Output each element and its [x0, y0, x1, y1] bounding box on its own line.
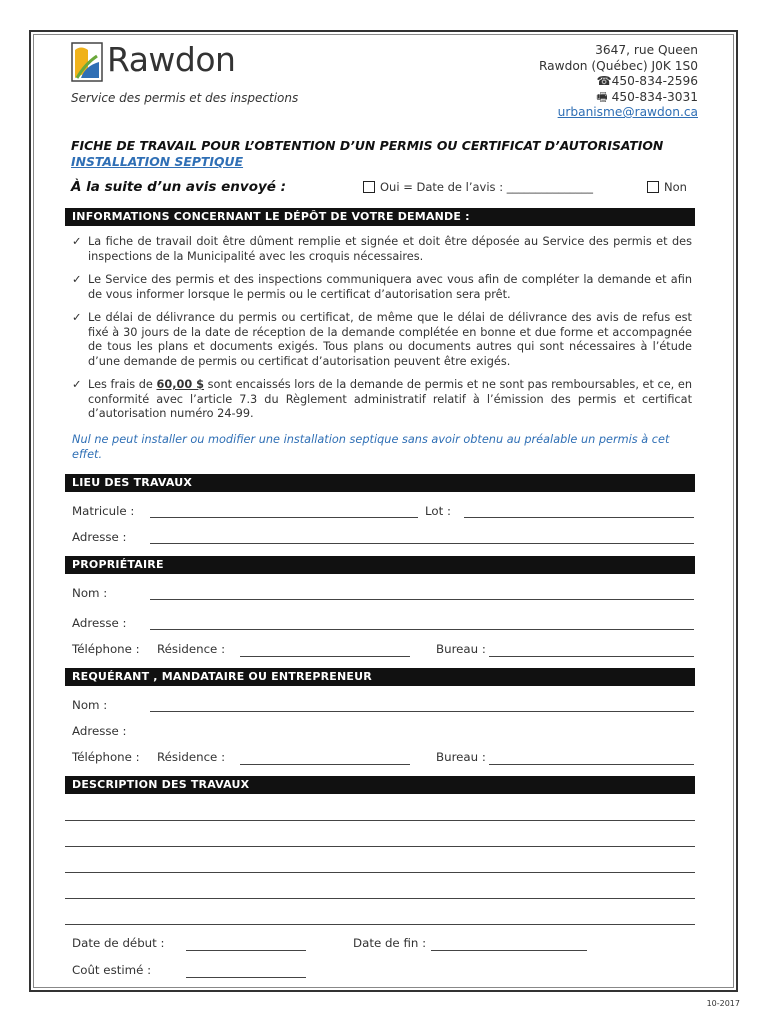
oui-option[interactable]	[363, 180, 593, 194]
lieu-adresse-label: Adresse :	[72, 530, 127, 544]
bullet-2	[72, 273, 692, 302]
requerant-bureau-field[interactable]	[489, 764, 694, 765]
date-fin-field[interactable]	[431, 950, 587, 951]
requerant-bureau-label: Bureau :	[436, 750, 486, 764]
check-icon: ✓	[72, 235, 82, 248]
check-icon: ✓	[72, 311, 82, 324]
check-icon: ✓	[72, 273, 82, 286]
proprio-bureau-label: Bureau :	[436, 642, 486, 656]
description-line-5[interactable]	[65, 924, 695, 925]
proprio-nom-label: Nom :	[72, 586, 108, 600]
requerant-nom-field[interactable]	[150, 711, 694, 712]
cout-label: Coût estimé :	[72, 963, 152, 977]
bullet-1	[72, 235, 692, 264]
date-debut-label: Date de début :	[72, 936, 165, 950]
fee-prefix: Les frais de	[88, 378, 157, 391]
lot-label: Lot :	[425, 504, 451, 518]
section-proprietaire: PROPRIÉTAIRE	[65, 556, 695, 574]
proprio-adresse-field[interactable]	[150, 629, 694, 630]
fee-amount: 60,00 $	[156, 378, 205, 391]
description-line-4[interactable]	[65, 898, 695, 899]
lot-field[interactable]	[464, 517, 694, 518]
section-informations: INFORMATIONS CONCERNANT LE DÉPÔT DE VOTRE DEMANDE :	[65, 208, 695, 226]
footer-revision: 10-2017	[706, 999, 740, 1008]
proprio-adresse-label: Adresse :	[72, 616, 127, 630]
non-label: Non	[664, 180, 687, 194]
requerant-nom-label: Nom :	[72, 698, 108, 712]
proprio-nom-field[interactable]	[150, 599, 694, 600]
phone: ☎450-834-2596	[596, 74, 698, 88]
bullet-2-text: Le Service des permis et des inspections communiquera avec vous afin de compléter la demande et afin de vous informer lorsque le permis ou le certificat d’autorisation sera prêt.	[88, 273, 692, 301]
fax: 🖷 450-834-3031	[596, 89, 698, 104]
bullet-4-rest: sont encaissés lors de la demande de permis et ne sont pas remboursables, et ce, en conformité avec l’article 7.3 du Règlement administratif relatif à l’émission des permis et certificat d’autorisation numéro 24-99.	[88, 378, 692, 421]
requerant-adresse-label: Adresse :	[72, 724, 127, 738]
requerant-residence-field[interactable]	[240, 764, 410, 765]
logo-text: Rawdon	[107, 40, 236, 79]
note-text: Nul ne peut installer ou modifier une installation septique sans avoir obtenu au préalable un permis à cet effet.	[72, 433, 670, 461]
bullet-4-text	[88, 378, 692, 422]
matricule-label: Matricule :	[72, 504, 135, 518]
bullet-3-text: Le délai de délivrance du permis ou certificat, de même que le délai de délivrance des avis de refus est fixé à 30 jours de la date de réception de la demande complétée en bonne et due forme et accompagnée de tous les plans et documents exigés. Tous plans ou documents autres qui sont nécessaires à l’étude d’une demande de permis ou certificat d’autorisation peuvent être exigés.	[88, 311, 692, 368]
section-lieu: LIEU DES TRAVAUX	[65, 474, 695, 492]
section-requerant: REQUÉRANT , MANDATAIRE OU ENTREPRENEUR	[65, 668, 695, 686]
form-title: FICHE DE TRAVAIL POUR L’OBTENTION D’UN PERMIS OU CERTIFICAT D’AUTORISATION	[71, 138, 664, 153]
bullet-3	[72, 311, 692, 369]
non-checkbox[interactable]	[647, 181, 659, 193]
lieu-adresse-field[interactable]	[150, 543, 694, 544]
oui-label: Oui = Date de l’avis : _______________	[380, 180, 593, 194]
email-link[interactable]: urbanisme@rawdon.ca	[557, 105, 698, 119]
proprio-residence-label: Résidence :	[157, 642, 226, 656]
requerant-residence-label: Résidence :	[157, 750, 226, 764]
date-fin-label: Date de fin :	[353, 936, 427, 950]
address-block	[539, 43, 698, 121]
requerant-telephone-label: Téléphone :	[72, 750, 140, 764]
address-line1: 3647, rue Queen	[595, 43, 698, 57]
description-line-3[interactable]	[65, 872, 695, 873]
service-name: Service des permis et des inspections	[71, 91, 299, 105]
bullet-4	[72, 378, 692, 422]
proprio-bureau-field[interactable]	[489, 656, 694, 657]
proprio-residence-field[interactable]	[240, 656, 410, 657]
matricule-field[interactable]	[150, 517, 418, 518]
proprio-telephone-label: Téléphone :	[72, 642, 140, 656]
date-debut-field[interactable]	[186, 950, 306, 951]
cout-field[interactable]	[186, 977, 306, 978]
check-icon: ✓	[72, 378, 82, 391]
address-line2: Rawdon (Québec) J0K 1S0	[538, 58, 698, 73]
inner-frame	[33, 34, 734, 988]
avis-question: À la suite d’un avis envoyé :	[71, 179, 287, 195]
bullet-1-text: La fiche de travail doit être dûment remplie et signée et doit être déposée au Service des permis et des inspections de la Municipalité avec les croquis nécessaires.	[88, 235, 692, 263]
oui-checkbox[interactable]	[363, 181, 375, 193]
section-description: DESCRIPTION DES TRAVAUX	[65, 776, 695, 794]
description-line-1[interactable]	[65, 820, 695, 821]
non-option[interactable]	[647, 180, 687, 194]
form-subtitle[interactable]: INSTALLATION SEPTIQUE	[71, 154, 244, 169]
logo-icon	[71, 42, 103, 82]
description-line-2[interactable]	[65, 846, 695, 847]
